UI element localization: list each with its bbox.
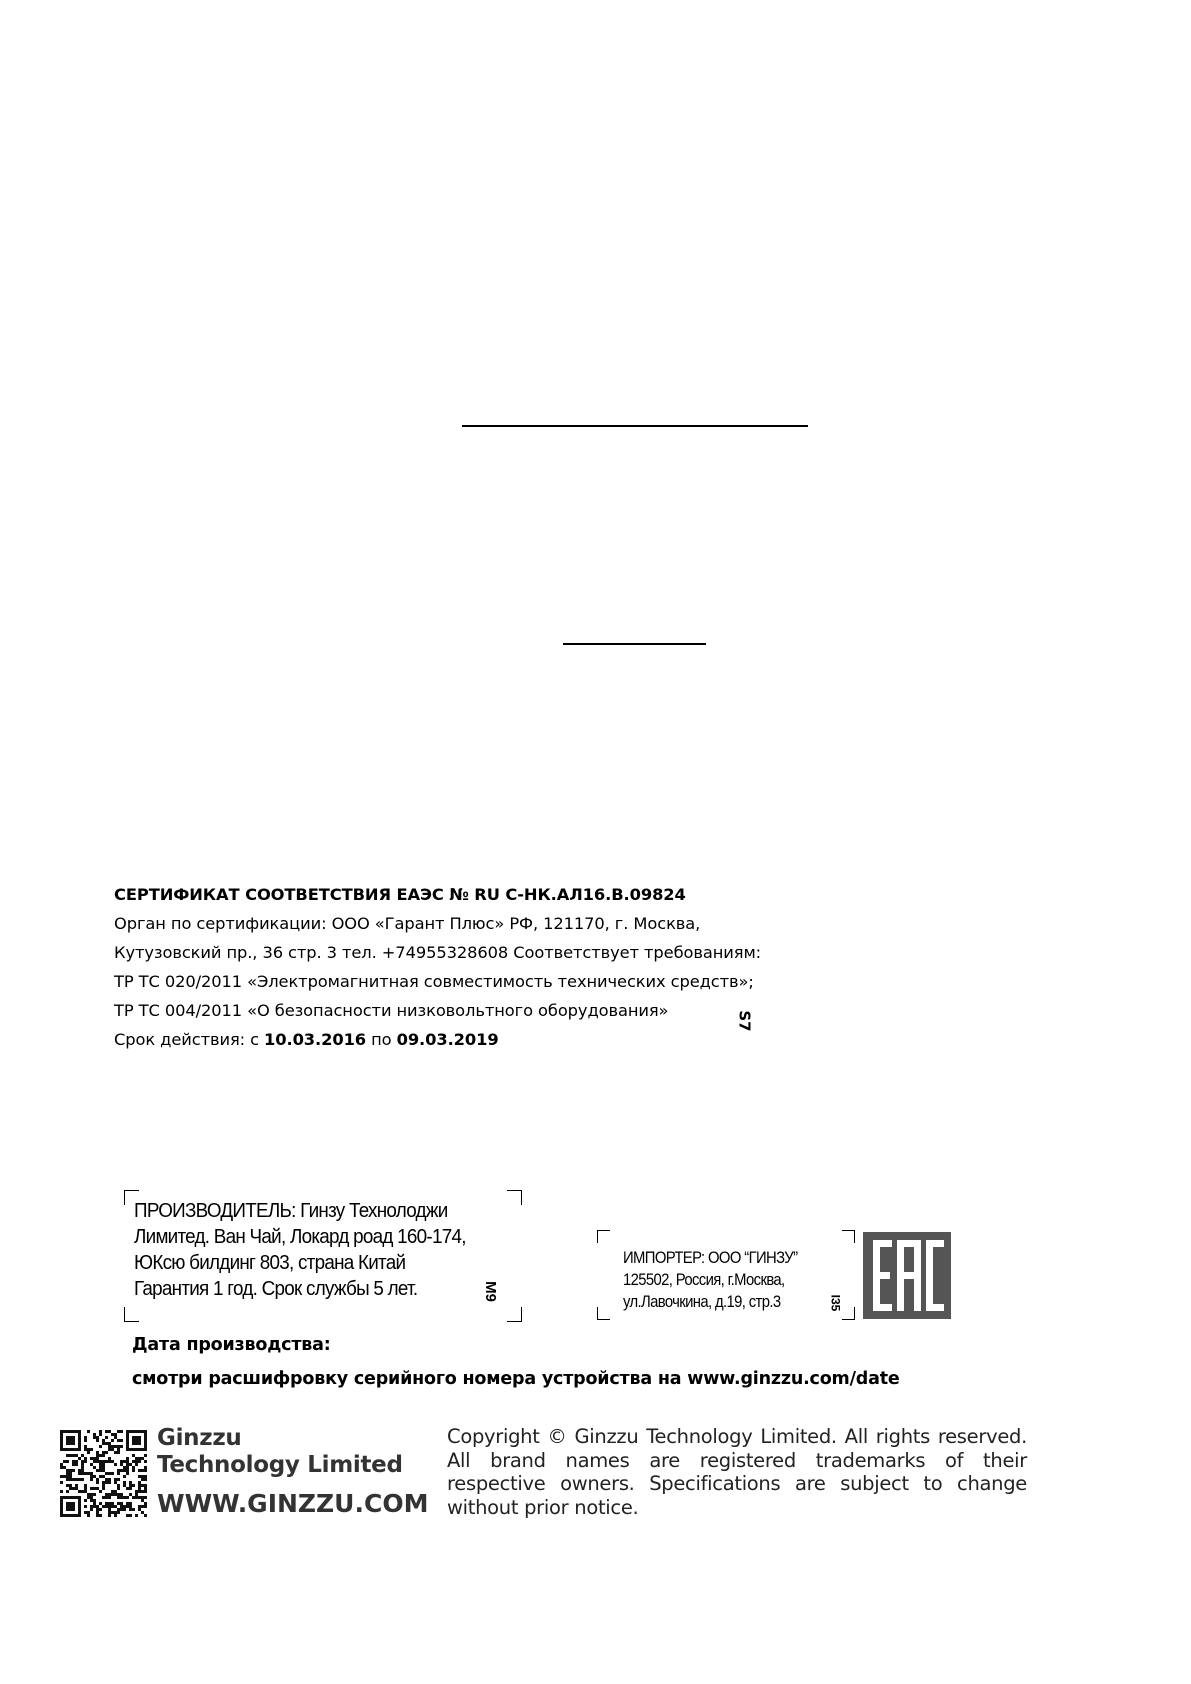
corner-mark <box>842 1307 855 1320</box>
certificate-block <box>114 880 774 1054</box>
copyright-notice: Copyright © Ginzzu Technology Limited. All rights reserved. All brand names are registered trademarks of their respective owners. Specifications are subject to change without prior notice. <box>447 1425 1027 1519</box>
manufacturer-line-3: ЮКсю билдинг 803, страна Китай <box>134 1251 406 1274</box>
certificate-validity <box>114 1025 774 1054</box>
eac-mark-icon <box>863 1232 951 1319</box>
certificate-line-3: ТР ТС 020/2011 «Электромагнитная совместимость технических средств»; <box>114 972 754 991</box>
importer-code: I35 <box>828 1294 843 1312</box>
importer-line-1: ИМПОРТЕР: ООО “ГИНЗУ” <box>623 1249 798 1267</box>
validity-prefix: Срок действия: с <box>114 1030 265 1049</box>
qr-code-icon <box>60 1430 147 1517</box>
importer-line-2: 125502, Россия, г.Москва, <box>623 1271 785 1289</box>
corner-mark <box>842 1230 855 1243</box>
importer-line-3: ул.Лавочкина, д.19, стр.3 <box>623 1293 781 1311</box>
certificate-line-2: Кутузовский пр., 36 стр. 3 тел. +74955328608 Соответствует требованиям: <box>114 943 762 962</box>
valid-from: 10.03.2016 <box>264 1030 367 1049</box>
production-date-label: Дата производства: <box>132 1335 331 1355</box>
importer-text <box>623 1247 797 1313</box>
certificate-title: СЕРТИФИКАТ СООТВЕТСТВИЯ ЕАЭС № RU С-НК.АЛ16.В.09824 <box>114 885 686 904</box>
date-line <box>563 643 706 645</box>
signature-line <box>462 425 808 427</box>
manufacturer-line-4: Гарантия 1 год. Срок службы 5 лет. <box>134 1277 418 1300</box>
manufacturer-text <box>134 1198 466 1302</box>
production-date-info <box>132 1328 900 1396</box>
certificate-line-4: ТР ТС 004/2011 «О безопасности низковольтного оборудования» <box>114 1001 669 1020</box>
manufacturer-box <box>124 1190 522 1322</box>
brand-name <box>157 1425 403 1479</box>
manufacturer-line-2: Лимитед. Ван Чай, Локард роад 160-174, <box>134 1225 466 1248</box>
certificate-line-1: Орган по сертификации: ООО «Гарант Плюс» РФ, 121170, г. Москва, <box>114 914 701 933</box>
manufacturer-code: M9 <box>481 1281 499 1302</box>
importer-box <box>597 1230 855 1320</box>
production-date-text: смотри расшифровку серийного номера устройства на www.ginzzu.com/date <box>132 1369 900 1389</box>
brand-name-line-1: Ginzzu <box>157 1425 242 1451</box>
corner-mark <box>124 1307 139 1322</box>
corner-mark <box>507 1307 522 1322</box>
manufacturer-line-1: ПРОИЗВОДИТЕЛЬ: Гинзу Технолоджи <box>134 1199 448 1222</box>
validity-mid: по <box>366 1030 397 1049</box>
brand-url: WWW.GINZZU.COM <box>157 1489 429 1518</box>
certificate-code: S7 <box>735 1010 754 1032</box>
corner-mark <box>597 1307 610 1320</box>
valid-to: 09.03.2019 <box>396 1030 499 1049</box>
brand-name-line-2: Technology Limited <box>157 1452 403 1478</box>
corner-mark <box>507 1190 522 1205</box>
corner-mark <box>597 1230 610 1243</box>
